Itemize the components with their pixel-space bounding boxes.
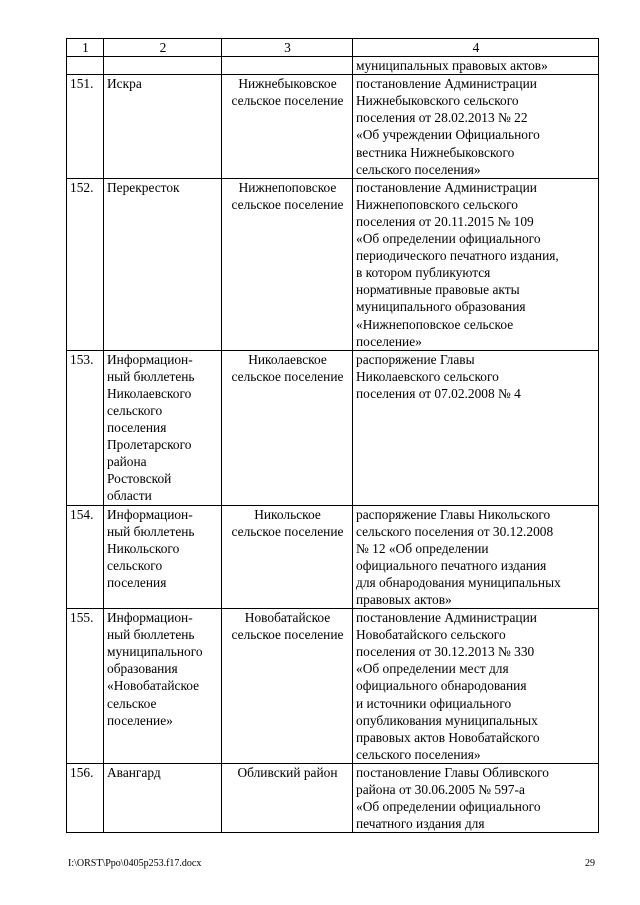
legal-act-line: поселения от 30.12.2013 № 330 [356,644,535,660]
legal-act-line: «Об определении мест для [356,661,509,677]
header-cell-2: 2 [104,39,222,57]
municipality-line: Нижнебыковское [238,76,337,92]
legal-act-line: Нижнепоповского сельского [356,196,518,212]
municipality-line: сельское поселение [231,93,344,109]
publication-name-cell [104,763,222,832]
publication-name-line: Искра [107,76,142,92]
table-row [67,763,599,832]
publication-name-line: Информацион- [107,506,193,522]
legal-act-line: Николаевского сельского [356,368,499,384]
publication-name-line: поселения [107,574,167,590]
legal-act-line: распоряжение Главы Никольского [356,506,551,522]
publication-name-line: сельского [107,557,163,573]
legal-act-line: Новобатайского сельского [356,627,506,643]
municipality-cell [222,75,353,179]
header-cell-4: 4 [353,39,599,57]
legal-act-line: для обнародования муниципальных [356,574,561,590]
municipality-line: Николаевское [248,351,327,367]
legal-act-line: «Нижнепоповское сельское [356,316,514,332]
legal-act-line: «Об учреждении Официального [356,127,540,143]
legal-act-cell [353,763,599,832]
continuation-area-cell [222,57,353,75]
legal-act-line: и источники официального [356,695,512,711]
legal-act-line: поселения от 28.02.2013 № 22 [356,110,528,126]
legal-act-line: правовых актов» [356,592,452,607]
legal-act-line: постановление Главы Обливского [356,764,549,780]
municipality-line: сельское поселение [231,627,344,643]
publication-name-line: Никольского [107,540,180,556]
publication-name-cell [104,75,222,179]
header-cell-1: 1 [67,39,104,57]
publication-name-line: области [107,488,152,504]
legal-act-line: опубликования муниципальных [356,712,538,728]
publication-name-line: поселение» [107,712,173,728]
publication-name-line: «Новобатайское [107,678,200,694]
table-row [67,178,599,350]
publication-name-line: ный бюллетень [107,627,195,643]
legal-act-line: официального обнародования [356,678,527,694]
publication-name-line: поселения [107,420,167,436]
footer-file-path: I:\ORST\Ppo\0405p253.f17.docx [68,858,202,869]
continuation-row [67,57,599,75]
legal-act-line: печатного издания для [356,816,485,832]
legal-act-line: периодического печатного издания, [356,248,559,264]
legal-act-line: вестника Нижнебыковского [356,144,515,160]
table-row [67,609,599,764]
legal-act-line: правовых актов Новобатайского [356,729,540,745]
legal-act-line: сельского поселения» [356,161,481,177]
municipality-line: Обливский район [237,764,338,780]
legal-act-line: нормативные правовые акты [356,282,520,298]
legal-act-line: сельского поселения от 30.12.2008 [356,523,554,539]
publication-name-cell [104,505,222,609]
publication-name-cell [104,609,222,764]
publication-name-line: Информацион- [107,610,193,626]
continuation-act-cell [353,57,599,75]
municipality-cell [222,609,353,764]
legal-act-line: поселения от 20.11.2015 № 109 [356,213,534,229]
municipality-line: Нижнепоповское [238,179,337,195]
legal-act-line: поселение» [356,333,422,349]
table-row [67,350,599,505]
legal-act-line: постановление Администрации [356,179,537,195]
legal-act-line: «Об определении официального [356,231,541,247]
legal-act-cell [353,609,599,764]
publication-name-line: ный бюллетень [107,368,195,384]
publication-name-line: Авангард [107,764,161,780]
row-number-cell: 153. [67,350,104,505]
registry-table [66,38,599,833]
publication-name-line: Николаевского [107,385,192,401]
publication-name-line: Информацион- [107,351,193,367]
legal-act-cell [353,75,599,179]
municipality-line: сельское поселение [231,368,344,384]
header-cell-3: 3 [222,39,353,57]
legal-act-line: в котором публикуются [356,265,491,281]
publication-name-line: Перекресток [107,179,180,195]
municipality-line: Никольское [254,506,321,522]
row-number-cell: 155. [67,609,104,764]
continuation-text: муниципальных правовых актов» [356,58,548,74]
legal-act-line: «Об определении официального [356,799,541,815]
legal-act-line: муниципального образования [356,299,526,315]
continuation-num-cell [67,57,104,75]
table-row [67,505,599,609]
continuation-name-cell [104,57,222,75]
legal-act-cell [353,505,599,609]
table-row [67,75,599,179]
row-number-cell: 156. [67,763,104,832]
publication-name-line: района [107,454,147,470]
municipality-line: сельское поселение [231,196,344,212]
publication-name-line: сельского [107,402,163,418]
publication-name-line: образования [107,661,178,677]
legal-act-line: № 12 «Об определении [356,540,489,556]
municipality-line: Новобатайское [244,610,331,626]
municipality-cell [222,178,353,350]
page-number: 29 [585,858,595,869]
publication-name-cell [104,178,222,350]
header-row [67,39,599,57]
legal-act-line: Нижнебыковского сельского [356,93,519,109]
municipality-cell [222,763,353,832]
legal-act-line: постановление Администрации [356,76,537,92]
legal-act-line: распоряжение Главы [356,351,475,367]
legal-act-line: района от 30.06.2005 № 597-а [356,782,525,798]
municipality-cell [222,505,353,609]
row-number-cell: 154. [67,505,104,609]
municipality-line: сельское поселение [231,523,344,539]
publication-name-line: Пролетарского [107,437,192,453]
legal-act-line: поселения от 07.02.2008 № 4 [356,385,521,401]
municipality-cell [222,350,353,505]
legal-act-line: сельского поселения» [356,746,481,762]
legal-act-cell [353,178,599,350]
legal-act-line: официального печатного издания [356,557,547,573]
publication-name-line: сельское [107,695,157,711]
publication-name-line: ный бюллетень [107,523,195,539]
publication-name-cell [104,350,222,505]
legal-act-cell [353,350,599,505]
publication-name-line: Ростовской [107,471,172,487]
row-number-cell: 151. [67,75,104,179]
publication-name-line: муниципального [107,644,203,660]
row-number-cell: 152. [67,178,104,350]
legal-act-line: постановление Администрации [356,610,537,626]
